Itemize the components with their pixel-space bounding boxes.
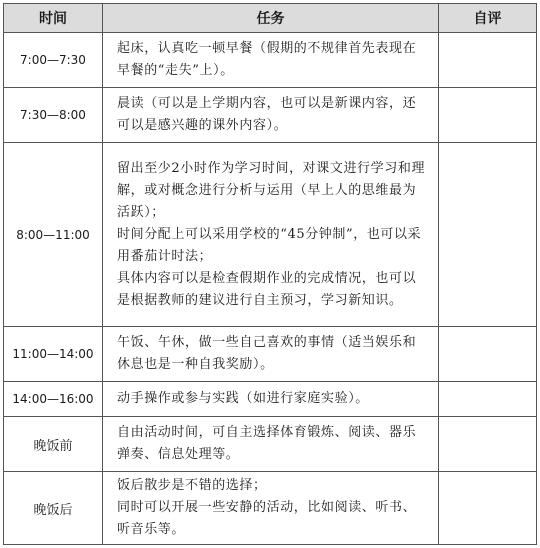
eval-cell[interactable] <box>439 472 537 545</box>
task-cell <box>103 382 439 417</box>
task-text: 晨读（可以是上学期内容，也可以是新课内容，还可以是感兴趣的课外内容）。 <box>117 96 417 133</box>
task-text: 午饭、午休，做一些自己喜欢的事情（适当娱乐和休息也是一种自我奖励）。 <box>117 335 417 372</box>
table-row <box>4 33 537 88</box>
schedule-table <box>3 3 537 545</box>
task-text: 同时可以开展一些安静的活动，比如阅读、听书、听音乐等。 <box>117 500 417 537</box>
eval-cell[interactable] <box>439 33 537 88</box>
task-cell <box>103 327 439 382</box>
time-cell: 晚饭后 <box>4 472 103 545</box>
table-row <box>4 88 537 143</box>
table-row <box>4 327 537 382</box>
table-row <box>4 417 537 472</box>
task-cell <box>103 143 439 327</box>
task-cell <box>103 472 439 545</box>
task-text: 饭后散步是不错的选择； <box>117 478 267 493</box>
table-row <box>4 143 537 327</box>
header-row <box>4 4 537 33</box>
eval-cell[interactable] <box>439 143 537 327</box>
task-cell <box>103 33 439 88</box>
header-time: 时间 <box>4 4 103 33</box>
time-cell: 8:00—11:00 <box>4 143 103 327</box>
eval-cell[interactable] <box>439 417 537 472</box>
header-eval: 自评 <box>439 4 537 33</box>
eval-cell[interactable] <box>439 382 537 417</box>
table-body <box>4 33 537 545</box>
time-cell: 14:00—16:00 <box>4 382 103 417</box>
eval-cell[interactable] <box>439 327 537 382</box>
task-text: 时间分配上可以采用学校的“45分钟制”，也可以采用番茄计时法； <box>117 226 422 264</box>
task-text: 动手操作或参与实践（如进行家庭实验）。 <box>117 391 369 406</box>
task-text: 起床，认真吃一顿早餐（假期的不规律首先表现在早餐的“走失”上）。 <box>117 41 417 78</box>
task-cell <box>103 88 439 143</box>
time-cell: 晚饭前 <box>4 417 103 472</box>
time-cell: 7:00—7:30 <box>4 33 103 88</box>
eval-cell[interactable] <box>439 88 537 143</box>
time-cell: 11:00—14:00 <box>4 327 103 382</box>
task-text: 自由活动时间，可自主选择体育锻炼、阅读、器乐弹奏、信息处理等。 <box>117 425 417 462</box>
task-text: 具体内容可以是检查假期作业的完成情况，也可以是根据教师的建议进行自主预习，学习新知识。 <box>117 270 417 308</box>
table-row <box>4 472 537 545</box>
task-cell <box>103 417 439 472</box>
header-task: 任务 <box>103 4 439 33</box>
task-text: 留出至少2小时作为学习时间，对课文进行学习和理解，或对概念进行分析与运用（早上人的思维最为活跃）； <box>117 160 426 220</box>
table-header <box>4 4 537 33</box>
time-cell: 7:30—8:00 <box>4 88 103 143</box>
table-row <box>4 382 537 417</box>
